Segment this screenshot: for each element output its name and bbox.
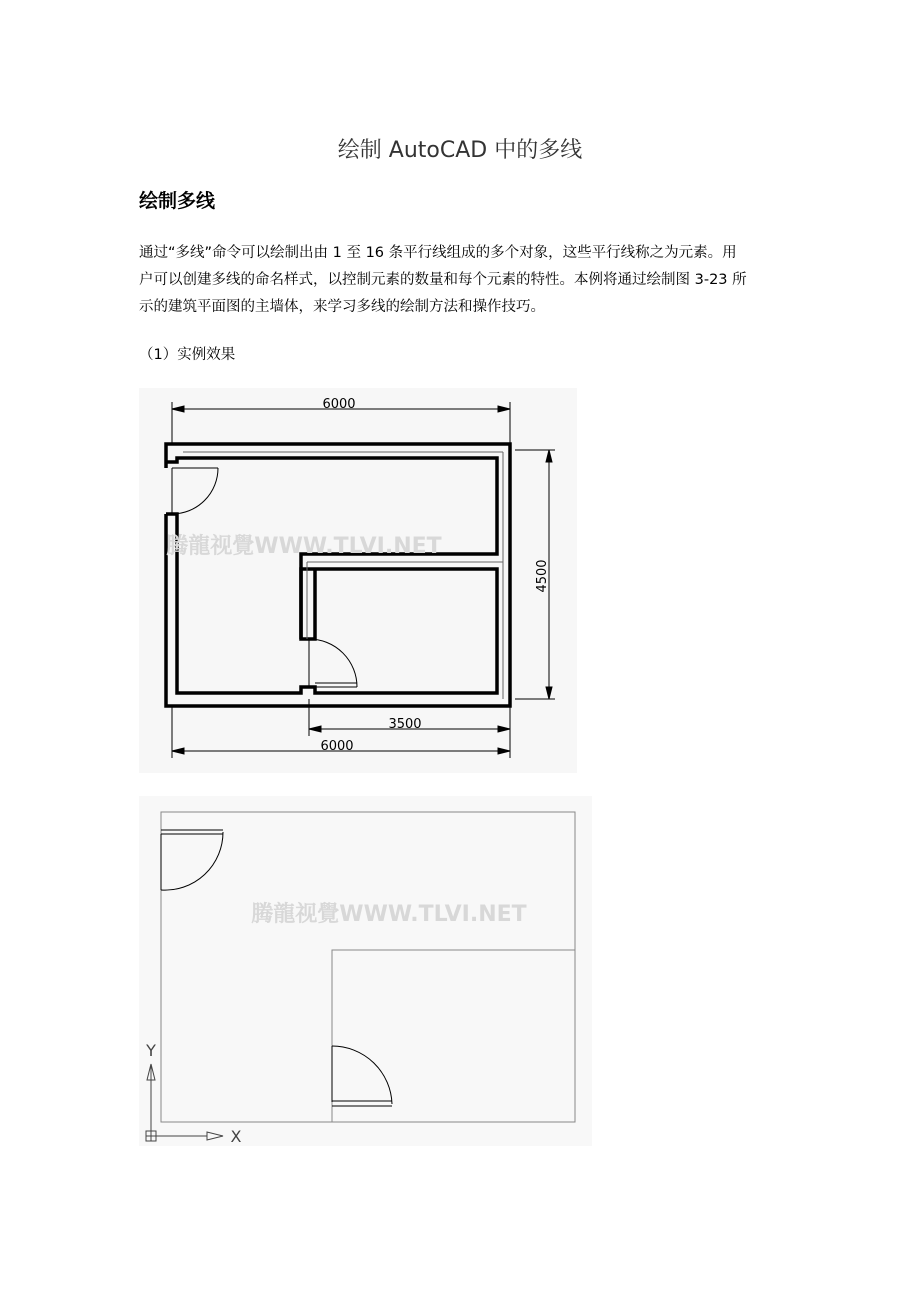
floor-plan-figure	[139, 388, 577, 773]
door-bottom	[309, 639, 357, 687]
outer-walls	[166, 444, 510, 706]
wall-centerlines	[183, 452, 503, 699]
paragraph-line: 通过“多线”命令可以绘制出由 1 至 16 条平行线组成的多个对象，这些平行线称之为元素。用	[139, 245, 737, 261]
door-top-left	[161, 830, 223, 890]
paragraph-line: 户可以创建多线的命名样式，以控制元素的数量和每个元素的特性。本例将通过绘制图 3-23 所	[139, 272, 747, 288]
x-axis-label: X	[230, 1127, 242, 1146]
outline-rectangles	[161, 812, 575, 1122]
document-title: 绘制 AutoCAD 中的多线	[337, 138, 583, 163]
watermark: 腾龍视覺WWW.TLVI.NET	[166, 534, 442, 559]
example-caption: （1）实例效果	[139, 347, 236, 363]
floor-plan-drawing	[139, 388, 577, 773]
watermark: 腾龍视覺WWW.TLVI.NET	[251, 902, 527, 927]
paragraph-line: 示的建筑平面图的主墙体，来学习多线的绘制方法和操作技巧。	[139, 299, 545, 315]
base-drawing	[139, 796, 592, 1146]
dimension-inner-label: 3500	[388, 717, 422, 732]
body-paragraph	[139, 240, 779, 321]
dimension-right-label: 4500	[535, 559, 550, 593]
dimension-top-label: 6000	[322, 397, 356, 412]
ucs-icon	[146, 1064, 223, 1141]
y-axis-label: Y	[146, 1041, 156, 1060]
section-heading: 绘制多线	[139, 190, 216, 212]
door-left	[172, 468, 218, 514]
base-drawing-figure	[139, 796, 592, 1146]
door-lower	[332, 1046, 392, 1106]
dimension-bottom-label: 6000	[320, 739, 354, 754]
